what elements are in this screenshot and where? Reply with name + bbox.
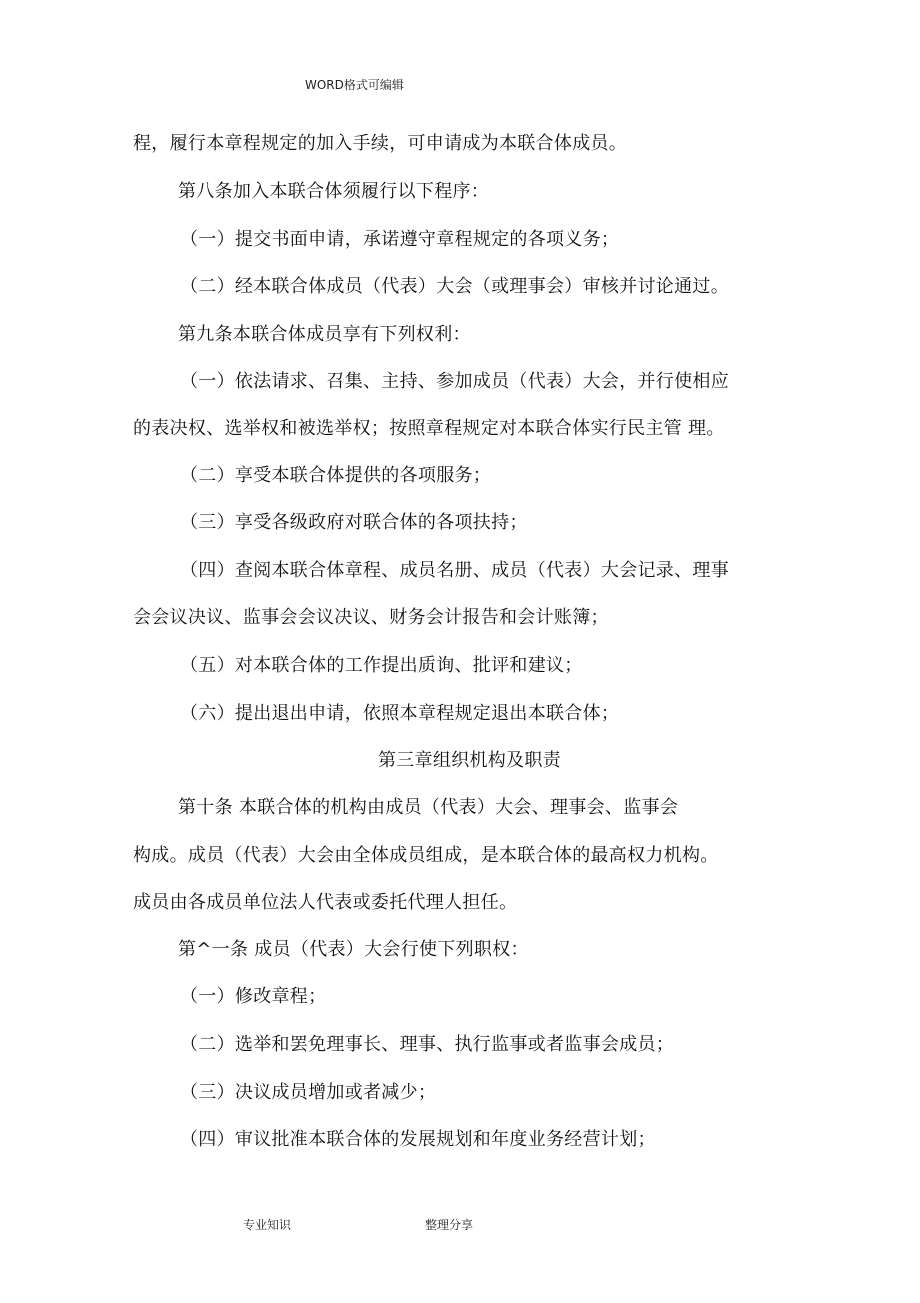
article-8-heading: 第八条加入本联合体须履行以下程序： xyxy=(178,181,490,202)
list-item: （一）提交书面申请，承诺遵守章程规定的各项义务； xyxy=(180,229,620,250)
list-item: （四）审议批准本联合体的发展规划和年度业务经营计划； xyxy=(180,1129,656,1150)
list-item: （一）修改章程； xyxy=(180,986,327,1007)
chapter-3-title: 第三章组织机构及职责 xyxy=(378,750,561,771)
text-line: 会会议决议、监事会会议决议、财务会计报告和会计账簿； xyxy=(133,607,609,628)
article-10-heading: 第十条 本联合体的机构由成员（代表）大会、理事会、监事会 xyxy=(178,797,679,818)
text-line: 构成。成员（代表）大会由全体成员组成，是本联合体的最高权力机构。 xyxy=(133,845,719,866)
list-item: （二）经本联合体成员（代表）大会（或理事会）审核并讨论通过。 xyxy=(180,276,729,297)
list-item: （二）享受本联合体提供的各项服务； xyxy=(180,465,492,486)
text-line: 成员由各成员单位法人代表或委托代理人担任。 xyxy=(133,892,518,913)
footer-left: 专业知识 xyxy=(243,1218,292,1232)
text-line: 程，履行本章程规定的加入手续，可申请成为本联合体成员。 xyxy=(133,133,628,154)
list-item: （三）享受各级政府对联合体的各项扶持； xyxy=(180,512,528,533)
text-line: 的表决权、选举权和被选举权；按照章程规定对本联合体实行民主管 理。 xyxy=(133,418,725,439)
article-9-heading: 第九条本联合体成员享有下列权利： xyxy=(178,324,471,345)
list-item: （二）选举和罢免理事长、理事、执行监事或者监事会成员； xyxy=(180,1034,675,1055)
page-header: WORD格式可编辑 xyxy=(305,78,404,92)
list-item: （三）决议成员增加或者减少； xyxy=(180,1082,437,1103)
article-11-heading: 第^一条 成员（代表）大会行使下列职权： xyxy=(178,939,529,960)
list-item: （一）依法请求、召集、主持、参加成员（代表）大会，并行使相应 xyxy=(180,371,729,392)
list-item: （六）提出退出申请，依照本章程规定退出本联合体； xyxy=(180,703,620,724)
footer-right: 整理分享 xyxy=(425,1218,474,1232)
list-item: （五）对本联合体的工作提出质询、批评和建议； xyxy=(180,655,583,676)
list-item: （四）查阅本联合体章程、成员名册、成员（代表）大会记录、理事 xyxy=(180,560,729,581)
